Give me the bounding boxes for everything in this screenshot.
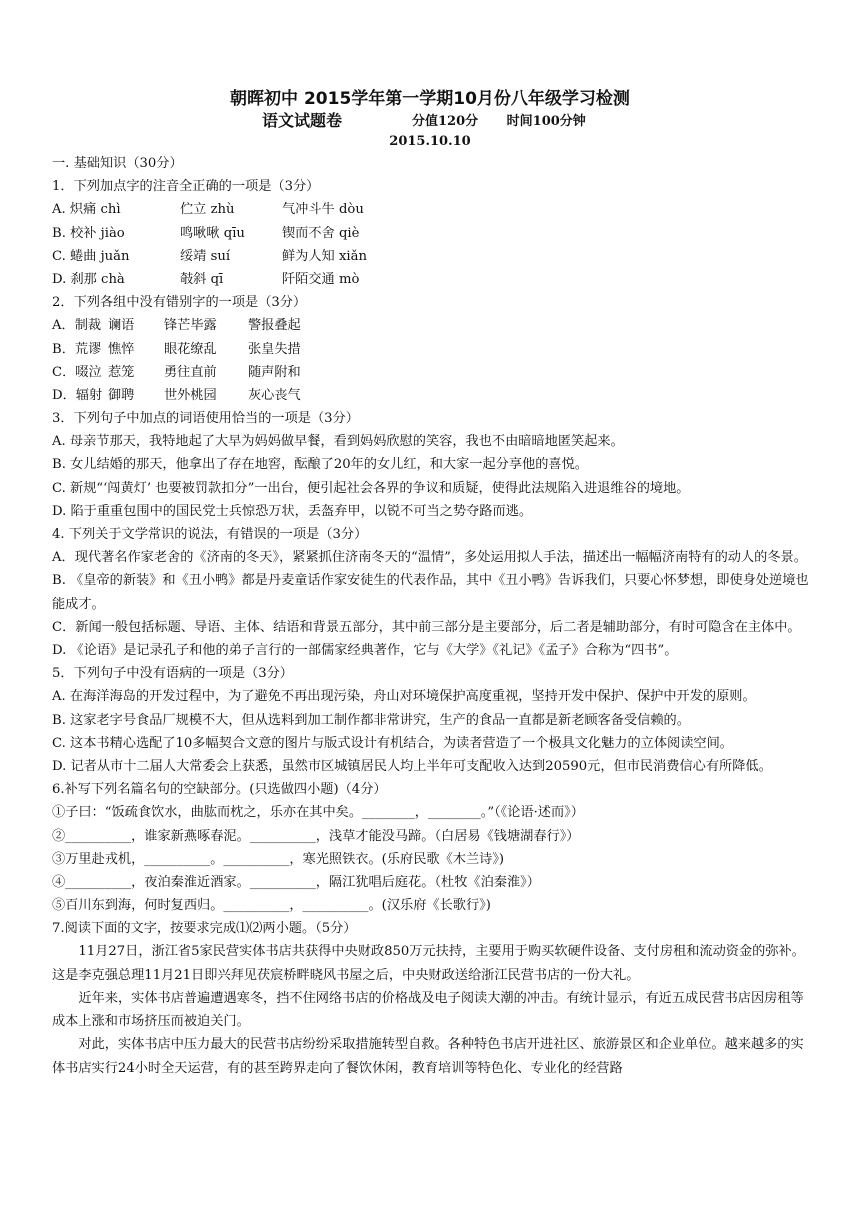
q5-option-b: B. 这家老字号食品厂规模不大，但从选料到加工制作都非常讲究，生产的食品一直都是新老顾客备受信赖的。 xyxy=(52,712,690,728)
option-part: 气冲斗牛 dòu xyxy=(282,202,364,218)
q4-option-d: D. 《论语》是记录孔子和他的弟子言行的一部儒家经典著作，它与《大学》《礼记》《孟子》合称为“四书”。 xyxy=(52,643,678,658)
option-part: C. 蜷曲 juǎn xyxy=(52,248,130,264)
q6-item: ⑤百川东到海，何时复西归。__________，__________。(汉乐府《长歌行》) xyxy=(52,898,491,914)
q6-item: ④__________，夜泊秦淮近酒家。__________，隔江犹唱后庭花。（杜牧《泊秦淮》） xyxy=(52,874,540,890)
q4-stem: 4. 下列关于文学常识的说法，有错误的一项是（3分） xyxy=(52,527,368,542)
option-part: 绥靖 suí xyxy=(180,248,231,264)
option-word: B．荒谬 xyxy=(52,341,102,357)
q3-option-b: B. 女儿结婚的那天，他拿出了存在地窖，酝酿了20年的女儿红，和大家一起分享他的喜悦。 xyxy=(52,457,588,473)
q3-option-d: D. 陷于重重包围中的国民党士兵惊恐万状，丢盔弃甲，以锐不可当之势夺路而逃。 xyxy=(52,503,533,519)
q1-stem: 1．下列加点字的注音全正确的一项是（3分） xyxy=(52,179,320,195)
reading-paragraph: 对此，实体书店中压力最大的民营书店纷纷采取措施转型自救。各种特色书店开进社区、旅游景区和企业单位。越来越多的实体书店实行24小时全天运营，有的甚至跨界走向了餐饮休闲，教育培训等特色化、专业化的经营路 xyxy=(52,1037,804,1076)
option-word: 灰心丧气 xyxy=(248,387,301,403)
q4-option-a: A．现代著名作家老舍的《济南的冬天》，紧紧抓住济南冬天的“温情”，多处运用拟人手法，描述出一幅幅济南特有的动人的冬景。 xyxy=(52,550,807,566)
option-word: 锋芒毕露 xyxy=(164,318,217,334)
q1-option-c xyxy=(52,245,812,268)
option-part: 鲜为人知 xiǎn xyxy=(282,248,367,264)
section-heading: 一. 基础知识（30分） xyxy=(52,156,183,171)
option-part: D. 刹那 chà xyxy=(52,271,125,287)
q2-option-b xyxy=(52,338,812,361)
option-word: 谰语 xyxy=(108,318,135,334)
q6-stem: 6.补写下列名篇名句的空缺部分。(只选做四小题)（4分） xyxy=(52,782,387,798)
exam-body xyxy=(52,152,812,1080)
option-part: A. 炽痛 chì xyxy=(52,202,121,218)
option-word: C．啜泣 xyxy=(52,364,102,380)
q6-item: ②__________，谁家新燕啄春泥。__________，浅草才能没马蹄。（白居易《钱塘湖春行》） xyxy=(52,828,580,844)
q5-option-c: C. 这本书精心选配了10多幅契合文意的图片与版式设计有机结合，为读者营造了一个极具文化魅力的立体阅读空间。 xyxy=(52,735,733,751)
option-part: B. 校补 jiào xyxy=(52,225,125,241)
q6-item: ③万里赴戎机，__________。__________，寒光照铁衣。(乐府民歌《木兰诗》) xyxy=(52,851,505,867)
q5-stem: 5．下列句子中没有语病的一项是（3分） xyxy=(52,666,293,682)
option-word: 随声附和 xyxy=(248,364,301,380)
q4-option-c: C．新闻一般包括标题、导语、主体、结语和背景五部分，其中前三部分是主要部分，后二者是辅助部分，有时可隐含在主体中。 xyxy=(52,619,801,635)
q5-option-a: A. 在海洋海岛的开发过程中，为了避免不再出现污染，舟山对环境保护高度重视，坚持开发中保护、保护中开发的原则。 xyxy=(52,689,756,705)
option-part: 阡陌交通 mò xyxy=(282,271,360,287)
q3-stem: 3．下列句子中加点的词语使用恰当的一项是（3分） xyxy=(52,411,359,427)
q2-stem: 2．下列各组中没有错别字的一项是（3分） xyxy=(52,295,307,311)
exam-meta xyxy=(412,110,610,129)
option-word: 惹笼 xyxy=(108,364,135,380)
q7-stem: 7.阅读下面的文字，按要求完成⑴⑵两小题。（5分） xyxy=(52,921,357,937)
q1-option-d xyxy=(52,268,812,291)
q1-option-b xyxy=(52,222,812,245)
option-word: 御聘 xyxy=(108,387,135,403)
reading-paragraph: 近年来，实体书店普遍遭遇寒冬，挡不住网络书店的价格战及电子阅读大潮的冲击。有统计显示，有近五成民营书店因房租等成本上涨和市场挤压而被迫关门。 xyxy=(52,990,804,1030)
paper-subtitle: 语文试题卷 xyxy=(262,111,343,130)
option-part: 鸣啾啾 qīu xyxy=(180,225,245,241)
option-word: 世外桃园 xyxy=(164,387,217,403)
q3-option-c: C. 新规“‘闯黄灯’ 也要被罚款扣分”一出台，便引起社会各界的争议和质疑，使得此法规陷入进退维谷的境地。 xyxy=(52,480,690,496)
option-word: 勇往直前 xyxy=(164,364,217,380)
option-word: 眼花缭乱 xyxy=(164,341,217,357)
exam-title: 朝晖初中 2015学年第一学期10月份八年级学习检测 xyxy=(230,89,630,109)
q1-option-a xyxy=(52,198,812,221)
option-word: D．辐射 xyxy=(52,387,103,403)
time-label: 时间100分钟 xyxy=(506,114,586,129)
option-word: 张皇失措 xyxy=(248,341,301,357)
option-part: 伫立 zhù xyxy=(180,202,235,218)
option-part: 锲而不舍 qiè xyxy=(282,225,360,241)
q3-option-a: A. 母亲节那天，我特地起了大早为妈妈做早餐，看到妈妈欣慰的笑容，我也不由暗暗地匿笑起来。 xyxy=(52,434,624,450)
q6-item: ①子曰：“饭疏食饮水，曲肱而枕之，乐亦在其中矣。________，________。”（《论语·述而》） xyxy=(52,805,584,821)
option-word: A．制裁 xyxy=(52,318,102,334)
option-part: 攲斜 qī xyxy=(180,271,224,287)
q2-option-c xyxy=(52,361,812,384)
option-word: 憔悴 xyxy=(108,341,135,357)
q2-option-a xyxy=(52,314,812,337)
score-label: 分值120分 xyxy=(412,114,479,129)
q2-option-d xyxy=(52,384,812,407)
option-word: 警报叠起 xyxy=(248,318,301,334)
exam-date: 2015.10.10 xyxy=(389,134,471,149)
q4-option-b: B. 《皇帝的新装》和《丑小鸭》都是丹麦童话作家安徒生的代表作品，其中《丑小鸭》告诉我们，只要心怀梦想，即使身处逆境也能成才。 xyxy=(52,573,809,612)
reading-paragraph: 11月27日，浙江省5家民营实体书店共获得中央财政850万元扶持，主要用于购买软硬件设备、支付房租和流动资金的弥补。这是李克强总理11月21日即兴拜见茯宸桥畔晓风书屋之后，中央财政送给浙江民营书店的一份大礼。 xyxy=(52,944,805,983)
q5-option-d: D. 记者从市十二届人大常委会上获悉，虽然市区城镇居民人均上半年可支配收入达到20590元，但市民消费信心有所降低。 xyxy=(52,758,772,774)
